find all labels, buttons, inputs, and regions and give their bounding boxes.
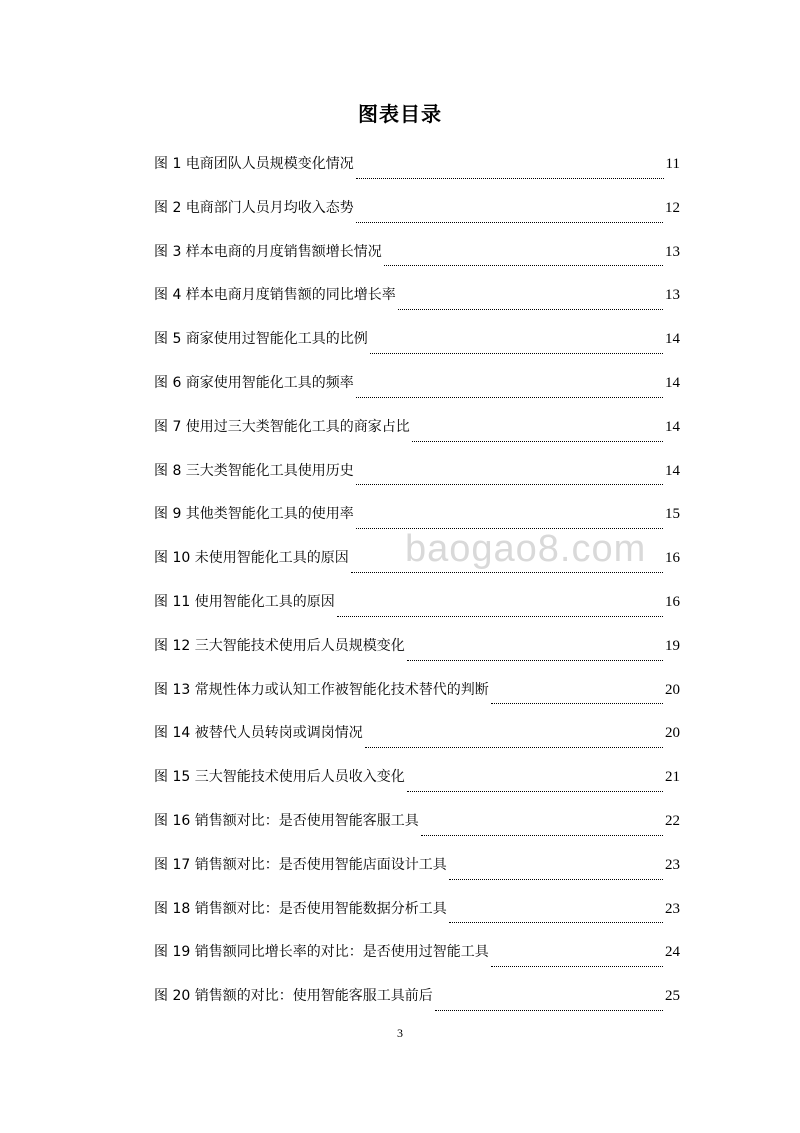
toc-entry-page: 15 (665, 506, 680, 523)
page-title: 图表目录 (358, 102, 442, 126)
toc-leader-dots (356, 527, 663, 529)
toc-entry-16[interactable] (154, 807, 680, 851)
toc-entry-page: 12 (665, 199, 680, 216)
toc-leader-dots (356, 177, 664, 179)
toc-leader-dots (435, 1009, 663, 1011)
toc-leader-dots (398, 308, 663, 310)
toc-entry-13[interactable] (154, 676, 680, 720)
toc-entry-label: 图 20 销售额的对比：使用智能客服工具前后 (154, 988, 433, 1005)
toc-leader-dots (356, 396, 663, 398)
toc-entry-label: 图 12 三大智能技术使用后人员规模变化 (154, 637, 405, 654)
toc-leader-dots (356, 221, 663, 223)
toc-entry-14[interactable] (154, 719, 680, 763)
toc-leader-dots (491, 702, 663, 704)
toc-leader-dots (356, 483, 663, 485)
toc-entry-label: 图 10 未使用智能化工具的原因 (154, 550, 349, 567)
toc-entry-label: 图 17 销售额对比：是否使用智能店面设计工具 (154, 856, 447, 873)
toc-entry-7[interactable] (154, 413, 680, 457)
toc-entry-19[interactable] (154, 938, 680, 982)
toc-entry-page: 14 (665, 462, 680, 479)
toc-entry-page: 21 (665, 769, 680, 786)
toc-entry-label: 图 4 样本电商月度销售额的同比增长率 (154, 287, 396, 304)
toc-entry-label: 图 16 销售额对比：是否使用智能客服工具 (154, 812, 419, 829)
toc-entry-page: 20 (665, 681, 680, 698)
toc-entry-page: 14 (665, 331, 680, 348)
toc-entry-11[interactable] (154, 588, 680, 632)
toc-leader-dots (384, 264, 663, 266)
toc-leader-dots (370, 352, 663, 354)
toc-leader-dots (351, 571, 663, 573)
toc-entry-label: 图 5 商家使用过智能化工具的比例 (154, 331, 368, 348)
toc-entry-label: 图 11 使用智能化工具的原因 (154, 593, 335, 610)
toc-entry-2[interactable] (154, 194, 680, 238)
toc-entry-label: 图 8 三大类智能化工具使用历史 (154, 462, 354, 479)
toc-entry-20[interactable] (154, 982, 680, 1026)
toc-entry-label: 图 13 常规性体力或认知工作被智能化技术替代的判断 (154, 681, 489, 698)
toc-leader-dots (449, 921, 663, 923)
toc-leader-dots (412, 440, 663, 442)
toc-entry-label: 图 9 其他类智能化工具的使用率 (154, 506, 354, 523)
toc-entry-page: 23 (665, 856, 680, 873)
toc-leader-dots (407, 790, 663, 792)
toc-entry-page: 16 (665, 593, 680, 610)
toc-entry-label: 图 18 销售额对比：是否使用智能数据分析工具 (154, 900, 447, 917)
toc-leader-dots (365, 746, 663, 748)
toc-entry-18[interactable] (154, 895, 680, 939)
watermark: baogao8.com (405, 528, 647, 570)
toc-leader-dots (421, 834, 663, 836)
toc-entry-page: 16 (665, 550, 680, 567)
toc-entry-4[interactable] (154, 281, 680, 325)
toc-entry-label: 图 15 三大智能技术使用后人员收入变化 (154, 769, 405, 786)
toc-leader-dots (449, 878, 663, 880)
toc-entry-label: 图 2 电商部门人员月均收入态势 (154, 199, 354, 216)
toc-entry-12[interactable] (154, 632, 680, 676)
toc-entry-page: 22 (665, 812, 680, 829)
toc-entry-page: 11 (665, 156, 680, 172)
toc-entry-3[interactable] (154, 238, 680, 282)
toc-leader-dots (491, 965, 663, 967)
toc-entry-17[interactable] (154, 851, 680, 895)
toc-entry-page: 25 (665, 988, 680, 1005)
page-number: 3 (397, 1026, 403, 1040)
toc-entry-page: 14 (665, 374, 680, 391)
toc-entry-page: 24 (665, 944, 680, 961)
toc-entry-label: 图 1 电商团队人员规模变化情况 (154, 156, 354, 172)
toc-entry-label: 图 6 商家使用智能化工具的频率 (154, 374, 354, 391)
toc-entry-label: 图 3 样本电商的月度销售额增长情况 (154, 243, 382, 260)
toc-leader-dots (337, 615, 663, 617)
toc-entry-label: 图 19 销售额同比增长率的对比：是否使用过智能工具 (154, 944, 489, 961)
toc-entry-page: 13 (665, 287, 680, 304)
toc-entry-page: 23 (665, 900, 680, 917)
toc-entry-page: 20 (665, 725, 680, 742)
toc-entry-1[interactable] (154, 150, 680, 194)
toc-entry-8[interactable] (154, 457, 680, 501)
toc-entry-page: 14 (665, 418, 680, 435)
toc-entry-label: 图 14 被替代人员转岗或调岗情况 (154, 725, 363, 742)
toc-entry-label: 图 7 使用过三大类智能化工具的商家占比 (154, 418, 410, 435)
toc-entry-page: 13 (665, 243, 680, 260)
toc-entry-9[interactable] (154, 500, 680, 544)
toc-list (154, 150, 680, 1026)
toc-entry-15[interactable] (154, 763, 680, 807)
toc-leader-dots (407, 659, 663, 661)
toc-entry-page: 19 (665, 637, 680, 654)
toc-entry-6[interactable] (154, 369, 680, 413)
toc-entry-5[interactable] (154, 325, 680, 369)
toc-entry-10[interactable] (154, 544, 680, 588)
